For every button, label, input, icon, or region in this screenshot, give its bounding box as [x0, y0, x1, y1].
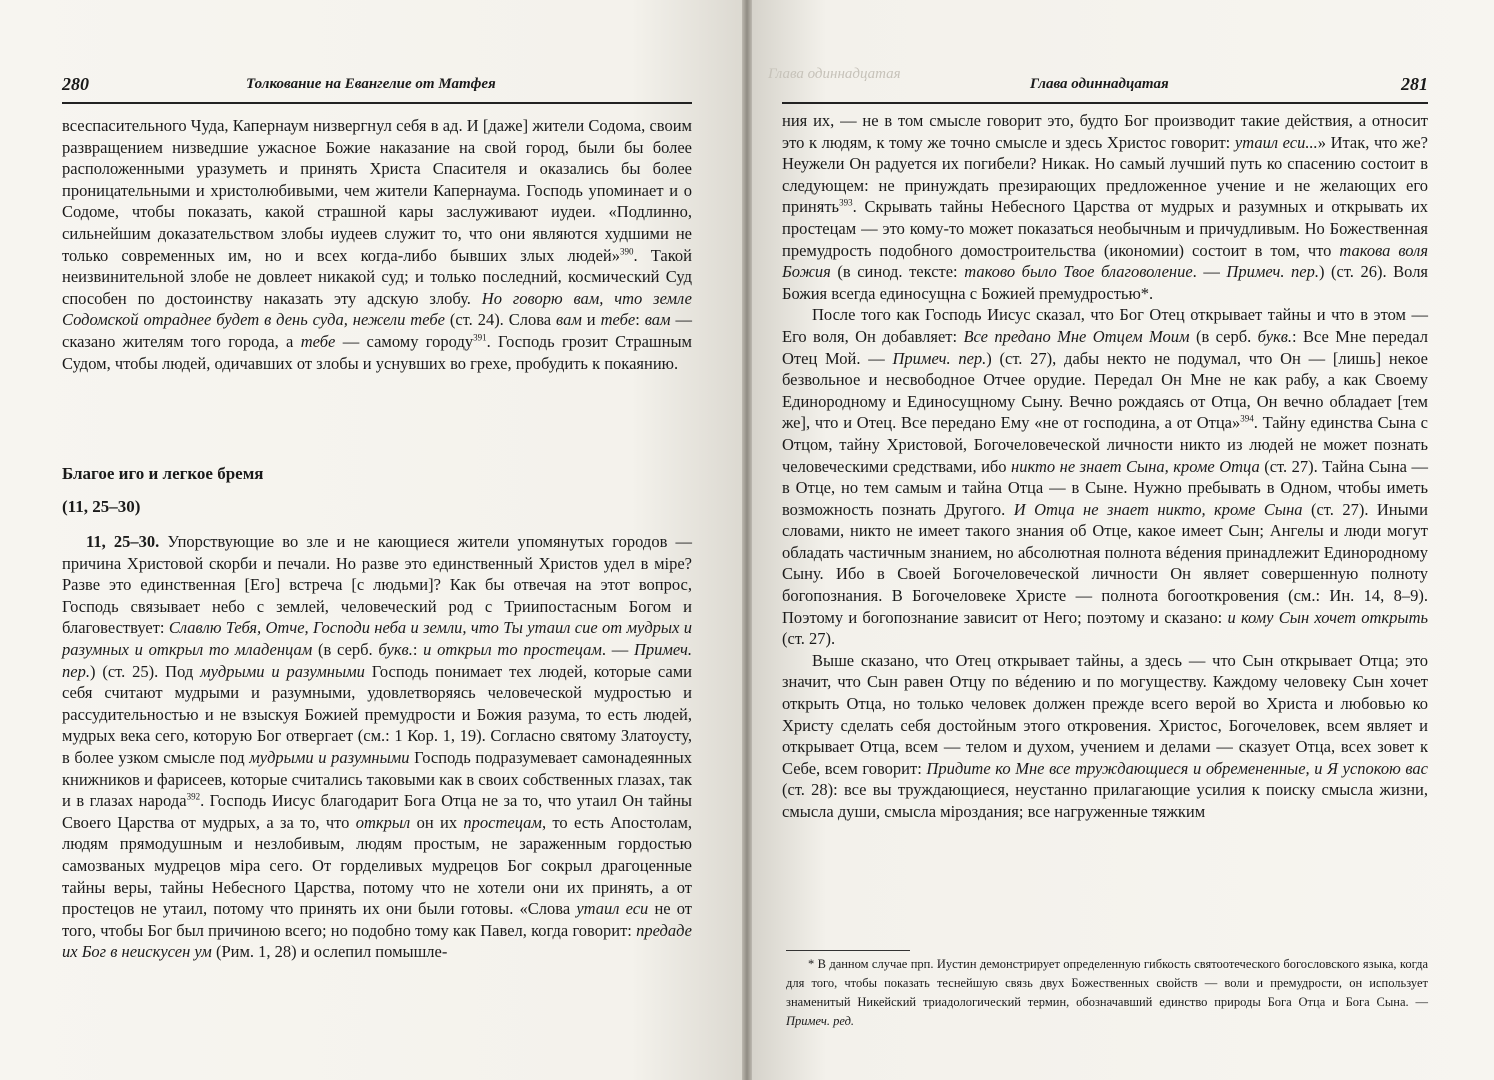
quote: И Отца не знает никто, кроме Сына: [1013, 499, 1303, 519]
text: . Такой неизвинительной злобе не довлеет никакой суд; и только последний, космический Суд способен по достоинству наказать эту адскую злобу.: [62, 245, 692, 308]
text: : Все Мне передал Отец Мой. —: [782, 326, 1429, 368]
text: ния их, — не в том смысле говорит это, будто Бог производит такие действия, а относит это к людям, к тому же точно смысле и здесь Христос говорит:: [782, 111, 1428, 152]
quote: мудрыми и разумными: [200, 661, 365, 681]
text: . Скрывать тайны Небесного Царства от мудрых и разумных и открывать их простецам — это кому-то может показаться необычным и причудливым. Но Божественная премудрость подобного домостроительства (икономии) состоит в том, что: [782, 197, 1428, 260]
text: . Господь грозит Страшным Судом, чтобы людей, одичавших от злобы и уснувших во грехе, пробудить к покаянию.: [62, 331, 692, 373]
quote: букв.: [378, 639, 413, 659]
quote: открыл: [355, 812, 411, 832]
text: (ст. 24). Слова: [444, 310, 557, 330]
text: (в синод. тексте:: [830, 262, 965, 282]
text: . Тайну единства Сына с Отцом, тайну Христовой, Богочеловеческой личности никто из людей не может познать человеческими средствами, ибо: [782, 413, 1429, 476]
right-page: [752, 0, 1494, 1080]
quote: и кому Сын хочет открыть: [1227, 607, 1429, 627]
quote: простецам: [463, 812, 542, 832]
quote: мудрыми и разумными: [249, 747, 410, 767]
text: . Господь Иисус благодарит Бога Отца не за то, что утаил Он тайны Своего Царства от мудрых, а за то, что: [62, 791, 692, 832]
text: ) (ст. 25). Под: [89, 661, 201, 681]
text: Господь подразумевает самонадеянных книжников и фарисеев, которые считались таковыми как в своих собственных глазах, так и в глазах народа: [62, 747, 692, 811]
left-paragraph-2: [62, 531, 692, 963]
quote: предаде их Бог в неискусен ум: [62, 920, 692, 962]
footnote-ref: 390: [619, 246, 634, 257]
text: ) (ст. 26). Воля Божия всегда единосущна с Божией премудростью*.: [782, 262, 1429, 303]
text: , то есть Апостолам, людям прямодушным и незлобивым, людям простым, не зараженным гордостью самозваных мудрецов міра сего. От горделивых мудрецов Бог сокрыл драгоценные тайны веры, тайны Небесного Царства, потому что не хотели они их принять, а от простецов не утаил, потому что принять их они были готовы. «Слова: [62, 812, 693, 919]
text: и: [581, 310, 601, 330]
quote: Придите ко Мне все труждающиеся и обремененные, и Я успокою вас: [926, 758, 1428, 778]
text: не от того, чтобы Бог был причиною всего; но подобно тому как Павел, когда говорит:: [62, 899, 692, 940]
text: ) (ст. 27), дабы некто не подумал, что Он — [лишь] некое безвольное и несвободное Отчее орудие. Передал Он Мне не как рабу, а как Своему Единородному и Единосущному Сыну. Вечно рождаясь от Отца, Он вечно обладает [тем же], что и Отец. Все передано Ему «не от господина, а от Отца»: [782, 348, 1428, 433]
text: всеспасительного Чуда, Капернаум низвергнул себя в ад. И [даже] жители Содома, своим развращением низведшие ужасное Божие наказание на свой город, были бы более расположенными уразуметь и принять Христа Спасителя и оказались бы более проницательными и христолюбивыми, чем жители Капернаума. Господь упоминает и о Содоме, чтобы показать, какой страшной кары заслуживают иудеи. «Подлинно, сильнейшим доказательством злобы иудеев служит то, что они являются худшими не только современных им, но и всех когда-либо бывших злых людей»: [62, 116, 692, 265]
quote: утаил еси...: [1234, 132, 1318, 152]
footnote: [786, 955, 1428, 1031]
text: (ст. 27).: [782, 629, 836, 649]
quote: тебе: [600, 310, 636, 330]
text: » Итак, что же? Неужели Он радуется их погибели? Никак. Но самый лучший путь ко спасению состоит в следующем: не принуждать презирающих предложенное учение и не желающих его принять: [782, 132, 1428, 217]
text: . —: [601, 639, 634, 659]
quote: Примеч. пер.: [1226, 262, 1319, 282]
book-gutter: [742, 0, 752, 1080]
text: (ст. 28): все вы труждающиеся, неустанно прилагающие усилия к поиску смысла жизни, смысла души, смысла міроздания; все нагруженные тяжким: [782, 780, 1428, 821]
show-through-text: Глава одиннадцатая: [768, 66, 901, 82]
verse-reference: 11, 25–30.: [86, 532, 160, 551]
text: (ст. 27). Тайна Сына — в Отце, но тем самым и тайна Отца — в Сыне. Нужно пребывать в Одном, чтобы иметь возможность познать Другого.: [782, 456, 1428, 519]
quote: таково было Твое благоволение: [964, 262, 1193, 282]
quote: и открыл то простецам: [423, 639, 602, 659]
left-page: [0, 0, 742, 1080]
quote: Но говорю вам, что земле Содомской отраднее будет в день суда, нежели тебе: [62, 288, 692, 330]
footnote-text: * В данном случае прп. Иустин демонстрирует определенную гибкость святоотеческого богословского языка, когда для того, чтобы показать теснейшую связь двух Божественных свойств — воли и премудрости, он использует знаменитый Никейский триадологический термин, обозначавший единство природы Бога Отца и Бога Сына. —: [786, 957, 1428, 1009]
right-paragraph-1: [782, 110, 1428, 304]
text: он их: [410, 812, 464, 832]
text: :: [635, 310, 645, 330]
text: (в серб.: [312, 639, 379, 659]
text: (Рим. 1, 28) и ослепил помышле-: [211, 942, 448, 962]
left-page-number: 280: [62, 74, 89, 94]
quote: Примеч. пер.: [62, 639, 693, 681]
text: После того как Господь Иисус сказал, что Бог Отец открывает тайны и что в этом — Его воля, Он добавляет:: [782, 305, 1428, 346]
right-page-number: 281: [1401, 74, 1428, 94]
quote: такова воля Божия: [782, 240, 1428, 282]
text: (в серб.: [1189, 326, 1258, 346]
right-running-title: Глава одиннадцатая: [1030, 76, 1169, 92]
text: — сказано жителям того города, а: [62, 310, 692, 351]
right-paragraph-2: [782, 304, 1428, 650]
text: Выше сказано, что Отец открывает тайны, а здесь — что Сын открывает Отца; это значит, что Сын равен Отцу по вéдению и по могуществу. Каждому человеку Сын хочет открыть Отца, но только человек должен прежде всего верой во Христа и любовью ко Христу сделать себя достойным этого откровения. Христос, Богочеловек, всем являет и открывает Отца, всем — телом и духом, учением и делами — сказует Отца, всех зовет к Себе, всем говорит:: [782, 650, 1428, 778]
quote: Примеч. пер.: [892, 348, 987, 368]
text: Господь понимает тех людей, которые сами себя считают мудрыми и разумными, удовлетворяясь человеческой мудростью и рассудительностью и не взыскуя Божией премудрости и Божия разума, то есть людей, мудрых века сего, которую Бог отвергает (см.: 1 Кор. 1, 19). Согласно святому Златоусту, в более узком смысле под: [62, 661, 692, 767]
text: (ст. 27). Иными словами, никто не имеет такого знания об Отце, какое имеет Сын; Ангелы и люди могут обладать частичным знанием, но абсолютная полнота вéдения принадлежит Единородному Сыну. Ибо в Своей Богочеловеческой личности Он являет совершенную полноту богопознания. В Богочеловеке Христе — полнота богооткровения (см.: Ин. 14, 8–9). Поэтому и богопознание зависит от Него; поэтому и сказано:: [782, 499, 1428, 627]
left-running-title: Толкование на Евангелие от Матфея: [246, 76, 496, 92]
quote: никто не знает Сына, кроме Отца: [1011, 456, 1260, 476]
quote: вам: [644, 310, 671, 330]
text: Упорствующие во зле и не кающиеся жители упомянутых городов — причина Христовой скорби и печали. Но разве это единственный Христов удел в міре? Разве это единственная [Его] встреча [с людьми]? Как бы отвечая на этот вопрос, Господь связывает небо с землей, человеческий род с Триипостасным Богом и благовествует:: [62, 532, 692, 638]
quote: Славлю Тебя, Отче, Господи неба и земли, что Ты утаил сие от мудрых и разумных и открыл то младенцам: [62, 618, 692, 659]
text: — самому городу: [335, 331, 474, 351]
quote: вам: [556, 310, 582, 330]
left-running-header: [62, 70, 692, 104]
right-running-header: [782, 70, 1428, 104]
left-paragraph-1: [62, 115, 692, 374]
quote: утаил еси: [576, 899, 649, 919]
section-title: Благое иго и легкое бремя: [62, 464, 264, 483]
quote: тебе: [300, 331, 336, 351]
footnote-ref: 391: [473, 332, 487, 343]
right-paragraph-3: [782, 650, 1428, 823]
footnote-ref: 394: [1240, 413, 1254, 424]
footnote-ref: 392: [186, 791, 201, 802]
section-reference: (11, 25–30): [62, 497, 141, 516]
footnote-attribution: Примеч. ред.: [786, 1014, 855, 1028]
footnote-divider: [786, 950, 910, 951]
text: :: [412, 639, 424, 659]
quote: букв.: [1257, 326, 1293, 346]
right-body: [782, 110, 1428, 823]
text: . —: [1192, 262, 1227, 282]
quote: Все предано Мне Отцем Моим: [963, 326, 1190, 346]
footnote-ref: 393: [839, 197, 853, 208]
